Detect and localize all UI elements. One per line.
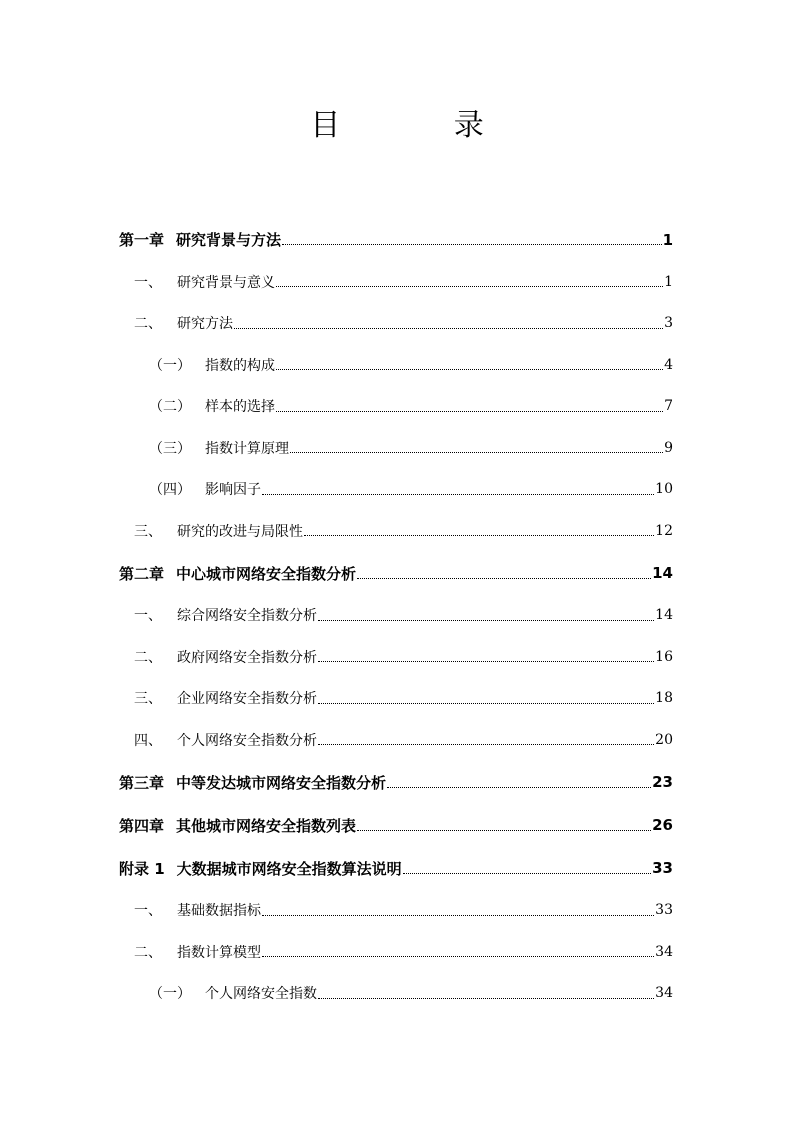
toc-entry[interactable] — [119, 510, 673, 552]
toc-entry-title: 研究的改进与局限性 — [177, 523, 303, 540]
toc-entry-title: 政府网络安全指数分析 — [177, 649, 317, 666]
toc-entry[interactable] — [119, 678, 673, 720]
toc-entry-number: 二、 — [134, 944, 162, 961]
toc-entry-title: 大数据城市网络安全指数算法说明 — [176, 859, 402, 878]
toc-entry-page-number: 1 — [662, 230, 673, 249]
toc-entry-number: 第二章 — [119, 564, 165, 583]
dot-leader — [276, 369, 663, 370]
toc-entry-title: 影响因子 — [205, 482, 261, 499]
toc-entry[interactable] — [119, 261, 673, 303]
dot-leader — [262, 956, 654, 957]
toc-entry-title: 其他城市网络安全指数列表 — [176, 816, 357, 835]
toc-entry[interactable] — [119, 218, 673, 261]
dot-leader — [290, 452, 663, 453]
toc-entry[interactable] — [119, 636, 673, 678]
toc-entry-title: 个人网络安全指数分析 — [177, 732, 317, 749]
toc-entry-number: 一、 — [134, 274, 162, 291]
toc-entry-number: 附录 1 — [119, 859, 165, 878]
toc-entry-number: 三、 — [134, 523, 162, 540]
toc-entry-number: （四） — [149, 482, 191, 499]
dot-leader — [276, 286, 663, 287]
toc-entry-page-number: 16 — [655, 648, 673, 665]
toc-entry-page-number: 18 — [655, 690, 673, 707]
toc-entry-page-number: 1 — [664, 273, 673, 290]
toc-entry[interactable] — [119, 303, 673, 345]
toc-entry-page-number: 33 — [655, 902, 673, 919]
toc-entry-page-number: 3 — [664, 315, 673, 332]
toc-entry-number: （三） — [149, 440, 191, 457]
toc-entry-number: 第四章 — [119, 816, 165, 835]
toc-entry-page-number: 34 — [655, 943, 673, 960]
toc-entry-title: 指数的构成 — [205, 357, 275, 374]
toc-entry-title: 综合网络安全指数分析 — [177, 608, 317, 625]
dot-leader — [282, 244, 662, 245]
toc-entry[interactable] — [119, 552, 673, 595]
toc-entry-page-number: 20 — [655, 731, 673, 748]
toc-entry-page-number: 14 — [652, 564, 673, 582]
toc-entry-number: 一、 — [134, 903, 162, 920]
toc-entry[interactable] — [119, 890, 673, 932]
toc-entry-number: 一、 — [134, 608, 162, 625]
toc-entry-number: 二、 — [134, 316, 162, 333]
toc-entry[interactable] — [119, 344, 673, 386]
page-title: 目 录 — [310, 108, 536, 143]
table-of-contents — [119, 218, 673, 1014]
dot-leader — [357, 578, 651, 579]
dot-leader — [304, 535, 654, 536]
toc-entry[interactable] — [119, 973, 673, 1015]
dot-leader — [262, 494, 654, 495]
toc-entry-title: 研究背景与意义 — [177, 274, 275, 291]
toc-entry-page-number: 33 — [652, 859, 673, 877]
toc-entry-page-number: 9 — [664, 439, 673, 456]
toc-entry-title: 研究方法 — [177, 316, 233, 333]
toc-entry-page-number: 10 — [655, 481, 673, 498]
toc-entry-page-number: 34 — [655, 985, 673, 1002]
toc-entry-number: 四、 — [134, 732, 162, 749]
dot-leader — [357, 830, 651, 831]
toc-entry-page-number: 23 — [652, 773, 673, 791]
toc-entry[interactable] — [119, 595, 673, 637]
toc-entry-title: 指数计算原理 — [205, 440, 289, 457]
toc-entry-title: 研究背景与方法 — [176, 231, 282, 249]
toc-entry[interactable] — [119, 931, 673, 973]
toc-entry-number: 第三章 — [119, 773, 165, 792]
toc-entry-title: 基础数据指标 — [177, 903, 261, 920]
toc-entry[interactable] — [119, 804, 673, 847]
toc-entry-number: （二） — [149, 399, 191, 416]
dot-leader — [387, 787, 651, 788]
toc-entry[interactable] — [119, 469, 673, 511]
toc-entry-title: 中等发达城市网络安全指数分析 — [176, 773, 387, 792]
toc-entry-number: 三、 — [134, 691, 162, 708]
dot-leader — [318, 744, 654, 745]
dot-leader — [318, 620, 654, 621]
toc-entry-page-number: 12 — [655, 522, 673, 539]
toc-entry-number: （一） — [149, 986, 191, 1003]
toc-entry-page-number: 14 — [655, 607, 673, 624]
toc-entry-number: （一） — [149, 357, 191, 374]
dot-leader — [318, 998, 654, 999]
toc-entry-title: 个人网络安全指数 — [205, 986, 317, 1003]
toc-entry[interactable] — [119, 719, 673, 761]
toc-entry-number: 二、 — [134, 649, 162, 666]
dot-leader — [403, 873, 651, 874]
toc-entry-page-number: 4 — [664, 356, 673, 373]
toc-entry[interactable] — [119, 761, 673, 804]
toc-entry-title: 指数计算模型 — [177, 944, 261, 961]
dot-leader — [276, 411, 663, 412]
toc-entry-number: 第一章 — [119, 231, 165, 249]
toc-entry-title: 样本的选择 — [205, 399, 275, 416]
toc-entry-page-number: 26 — [652, 816, 673, 834]
dot-leader — [234, 328, 663, 329]
toc-entry[interactable] — [119, 386, 673, 428]
toc-entry-page-number: 7 — [664, 398, 673, 415]
dot-leader — [318, 661, 654, 662]
toc-entry[interactable] — [119, 427, 673, 469]
toc-entry-title: 企业网络安全指数分析 — [177, 691, 317, 708]
toc-entry-title: 中心城市网络安全指数分析 — [176, 564, 357, 583]
dot-leader — [262, 915, 654, 916]
dot-leader — [318, 703, 654, 704]
toc-entry[interactable] — [119, 847, 673, 890]
